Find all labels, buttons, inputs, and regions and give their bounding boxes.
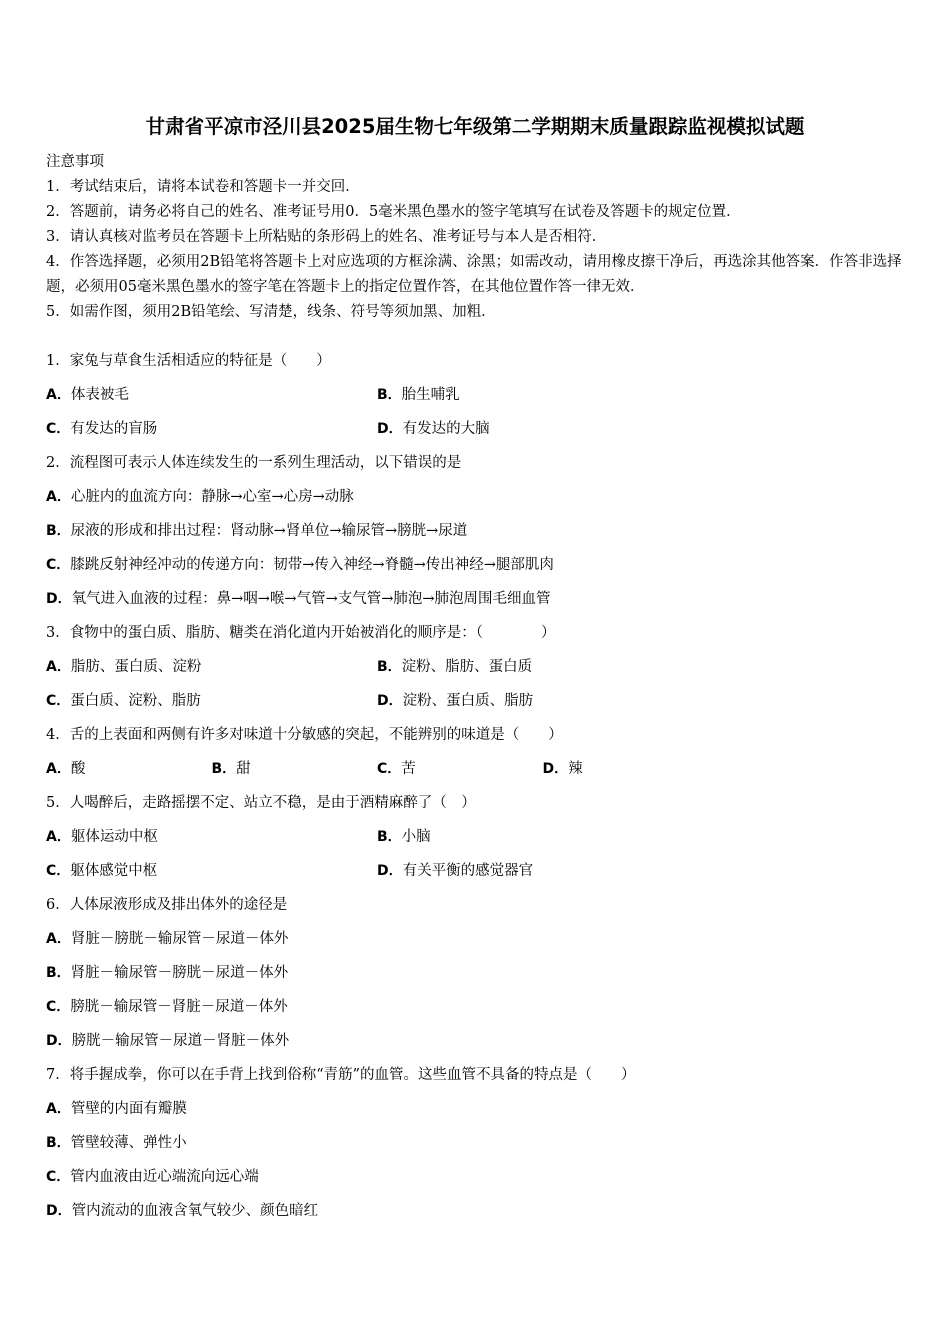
- option-label: B．: [46, 1135, 71, 1151]
- option-row: [46, 755, 906, 789]
- option-b: [46, 517, 906, 551]
- option-text: 酸: [70, 761, 86, 777]
- option-label: B．: [46, 965, 71, 981]
- notice-section: [46, 150, 906, 325]
- option-label: A．: [46, 659, 71, 675]
- option-text: 脂肪、蛋白质、淀粉: [70, 659, 202, 675]
- option-c: [46, 415, 377, 449]
- option-text: 有发达的盲肠: [70, 421, 158, 437]
- option-label: C．: [46, 1169, 71, 1185]
- option-a: [46, 823, 377, 857]
- option-b: [377, 381, 708, 415]
- option-a: [46, 483, 906, 517]
- notice-item: 1．考试结束后，请将本试卷和答题卡一并交回．: [46, 179, 360, 195]
- option-text: 有关平衡的感觉器官: [402, 863, 534, 879]
- question-stem: 7．将手握成拳，你可以在手背上找到俗称“青筋”的血管。这些血管不具备的特点是（ ）: [46, 1067, 636, 1083]
- option-label: A．: [46, 829, 71, 845]
- option-a: [46, 1095, 906, 1129]
- notice-heading: 注意事项: [46, 154, 104, 170]
- option-text: 心脏内的血流方向：静脉→心室→心房→动脉: [70, 489, 354, 505]
- option-d: [46, 1197, 906, 1231]
- option-text: 膀胱－输尿管－尿道－肾脏－体外: [71, 1033, 290, 1049]
- option-text: 蛋白质、淀粉、脂肪: [70, 693, 201, 709]
- notice-item: 2．答题前，请务必将自己的姓名、准考证号用0．5毫米黑色墨水的签字笔填写在试卷及答题卡的规定位置．: [46, 204, 741, 220]
- notice-item: 3．请认真核对监考员在答题卡上所粘贴的条形码上的姓名、准考证号与本人是否相符．: [46, 229, 607, 245]
- option-d: [377, 415, 708, 449]
- option-label: D．: [377, 421, 403, 437]
- option-text: 胎生哺乳: [401, 387, 460, 403]
- option-b: [46, 959, 906, 993]
- question-stem: 2．流程图可表示人体连续发生的一系列生理活动，以下错误的是: [46, 455, 462, 471]
- option-text: 膀胱－输尿管－肾脏－尿道－体外: [70, 999, 288, 1015]
- option-label: D．: [377, 863, 403, 879]
- option-label: D．: [46, 591, 72, 607]
- question-stem: 6．人体尿液形成及排出体外的途径是: [46, 897, 288, 913]
- option-label: A．: [46, 387, 71, 403]
- option-text: 躯体感觉中枢: [70, 863, 158, 879]
- notice-item: 4．作答选择题，必须用2B铅笔将答题卡上对应选项的方框涂满、涂黑；如需改动，请用橡皮擦干净后，再选涂其他答案．作答非选择题，必须用05毫米黑色墨水的签字笔在答题卡上的指定位置作答，在其他位置作答一律无效．: [46, 254, 902, 295]
- page-title: 甘肃省平凉市泾川县2025届生物七年级第二学期期末质量跟踪监视模拟试题: [145, 115, 805, 138]
- question-stem: 5．人喝醉后，走路摇摆不定、站立不稳，是由于酒精麻醉了（ ）: [46, 795, 476, 811]
- option-label: A．: [46, 1101, 71, 1117]
- option-label: B．: [377, 829, 402, 845]
- option-a: [46, 925, 906, 959]
- option-a: [46, 381, 377, 415]
- question-stem: 3．食物中的蛋白质、脂肪、糖类在消化道内开始被消化的顺序是：（ ）: [46, 625, 556, 641]
- option-label: D．: [542, 761, 569, 777]
- option-text: 肾脏－膀胱－输尿管－尿道－体外: [70, 931, 289, 947]
- option-text: 肾脏－输尿管－膀胱－尿道－体外: [70, 965, 289, 981]
- option-row: [46, 415, 906, 449]
- option-a: [46, 653, 377, 687]
- notice-item: 5．如需作图，须用2B铅笔绘、写清楚，线条、符号等须加黑、加粗．: [46, 304, 496, 320]
- option-text: 体表被毛: [70, 387, 129, 403]
- option-c: [46, 687, 377, 721]
- option-label: C．: [46, 557, 71, 573]
- option-text: 膝跳反射神经冲动的传递方向：韧带→传入神经→脊髓→传出神经→腿部肌肉: [70, 557, 554, 573]
- option-d: [377, 687, 708, 721]
- option-text: 辣: [568, 761, 583, 777]
- option-label: C．: [46, 999, 71, 1015]
- option-c: [46, 551, 906, 585]
- option-row: [46, 823, 906, 857]
- option-b: [377, 823, 708, 857]
- option-text: 有发达的大脑: [402, 421, 490, 437]
- option-text: 躯体运动中枢: [70, 829, 158, 845]
- option-a: [46, 755, 212, 789]
- option-text: 氧气进入血液的过程：鼻→咽→喉→气管→支气管→肺泡→肺泡周围毛细血管: [71, 591, 551, 607]
- option-text: 淀粉、蛋白质、脂肪: [402, 693, 534, 709]
- option-c: [377, 755, 543, 789]
- option-row: [46, 857, 906, 891]
- option-text: 管内血液由近心端流向远心端: [70, 1169, 259, 1185]
- option-label: B．: [211, 761, 237, 777]
- option-text: 尿液的形成和排出过程：肾动脉→肾单位→输尿管→膀胱→尿道: [70, 523, 468, 539]
- option-c: [46, 857, 377, 891]
- option-b: [377, 653, 708, 687]
- option-text: 甜: [236, 761, 251, 777]
- option-row: [46, 687, 906, 721]
- option-text: 管内流动的血液含氧气较少、颜色暗红: [71, 1203, 319, 1219]
- option-row: [46, 381, 906, 415]
- option-label: D．: [46, 1203, 72, 1219]
- option-c: [46, 1163, 906, 1197]
- option-d: [46, 1027, 906, 1061]
- option-text: 管壁较薄、弹性小: [70, 1135, 187, 1151]
- option-label: B．: [46, 523, 71, 539]
- option-text: 苦: [401, 761, 416, 777]
- questions-section: [46, 347, 906, 1231]
- option-label: D．: [46, 1033, 72, 1049]
- option-label: D．: [377, 693, 403, 709]
- option-label: C．: [46, 863, 71, 879]
- option-d: [543, 755, 709, 789]
- question-stem: 4．舌的上表面和两侧有许多对味道十分敏感的突起，不能辨别的味道是（ ）: [46, 727, 563, 743]
- option-label: A．: [46, 489, 71, 505]
- option-d: [46, 585, 906, 619]
- option-label: B．: [377, 659, 402, 675]
- option-label: C．: [46, 693, 71, 709]
- question-stem: 1．家兔与草食生活相适应的特征是（ ）: [46, 353, 331, 369]
- option-row: [46, 653, 906, 687]
- option-text: 小脑: [401, 829, 431, 845]
- option-label: C．: [46, 421, 71, 437]
- option-text: 管壁的内面有瓣膜: [70, 1101, 187, 1117]
- option-label: C．: [377, 761, 402, 777]
- option-b: [212, 755, 378, 789]
- option-c: [46, 993, 906, 1027]
- option-b: [46, 1129, 906, 1163]
- option-label: B．: [377, 387, 402, 403]
- option-d: [377, 857, 708, 891]
- option-text: 淀粉、脂肪、蛋白质: [401, 659, 533, 675]
- option-label: A．: [46, 931, 71, 947]
- option-label: A．: [46, 761, 71, 777]
